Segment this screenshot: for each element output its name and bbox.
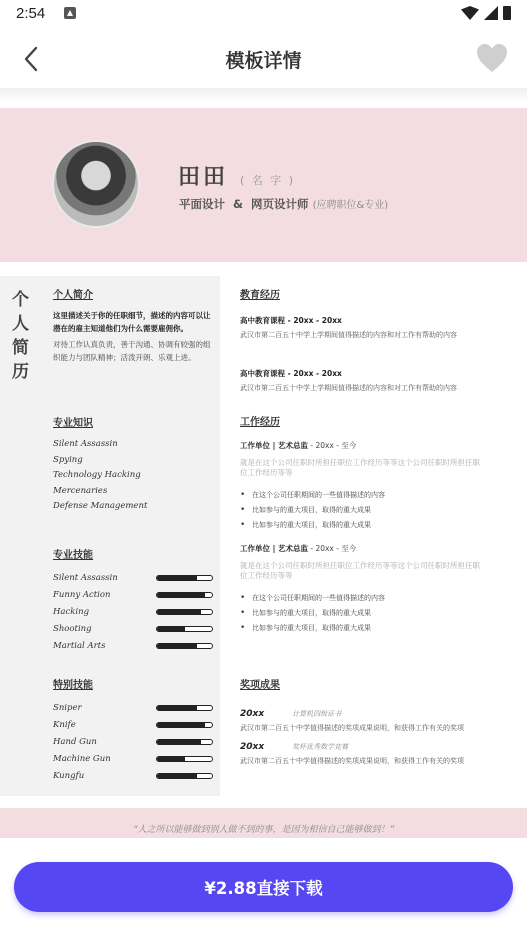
vertical-title-char: 人	[12, 314, 29, 334]
skill-level-fill	[157, 774, 197, 778]
skill-level-fill	[157, 757, 185, 761]
bullet-item: • 在这个公司任职期间的一些值得描述的内容	[240, 591, 480, 606]
knowledge-section	[53, 414, 213, 515]
work-period: - 20xx - 至今	[307, 544, 357, 553]
skill-level-bar	[156, 756, 213, 762]
list-item: Mercenaries	[53, 485, 108, 496]
vertical-title-char: 简	[12, 338, 29, 358]
award-name: 奖杯优秀数学竞赛	[292, 743, 349, 751]
skill-level-bar	[156, 609, 213, 615]
skill-level-fill	[157, 723, 205, 727]
awards-heading: 奖项成果	[240, 680, 280, 691]
intro-section	[53, 286, 213, 364]
skill-name: Sniper	[53, 702, 82, 713]
award-entry	[240, 742, 480, 767]
award-entry	[240, 709, 480, 734]
quote-band	[0, 808, 527, 838]
bullet-item: • 比如参与的重大项目，取得的重大成果	[240, 606, 480, 621]
special-heading: 特别技能	[53, 680, 93, 691]
skill-level-bar	[156, 722, 213, 728]
skill-name: Martial Arts	[53, 640, 106, 651]
list-item: Spying	[53, 454, 83, 465]
heart-icon	[475, 42, 509, 74]
work-desc: 就是在这个公司任职时所担任职位工作经历等等这个公司任职时所担任职位工作经历等等	[240, 458, 480, 477]
list-item: Defense Management	[53, 501, 148, 511]
skill-level-bar	[156, 592, 213, 598]
work-entry	[240, 543, 480, 636]
award-row	[240, 709, 480, 719]
bottom-bar	[0, 838, 527, 938]
award-year: 20xx	[240, 709, 265, 719]
skill-row	[53, 699, 213, 716]
award-name: 计算机四级证书	[292, 710, 342, 718]
work-title-text: 工作单位 | 艺术总监	[240, 544, 308, 553]
work-entry	[240, 440, 480, 533]
skill-name: Hand Gun	[53, 736, 97, 747]
resume-quote: “人之所以能够做到别人做不到的事，是因为相信自己能够做到！”	[132, 825, 395, 835]
education-desc: 武汉市第二百五十中学上学期间值得描述的内容和对工作有帮助的内容	[240, 384, 457, 392]
special-skills-list	[53, 699, 213, 784]
skill-level-fill	[157, 593, 205, 597]
skill-name: Funny Action	[53, 589, 111, 600]
education-heading: 教育经历	[240, 290, 280, 301]
special-skills-section	[53, 676, 213, 784]
skill-row	[53, 767, 213, 784]
page-title: 模板详情	[225, 50, 302, 72]
skill-row	[53, 586, 213, 603]
resume-preview[interactable]	[0, 108, 527, 838]
skill-row	[53, 603, 213, 620]
vertical-title-char: 历	[12, 362, 29, 382]
work-bullets	[240, 591, 480, 636]
skill-level-bar	[156, 643, 213, 649]
position-text: 平面设计 & 网页设计师	[179, 197, 309, 211]
name-note: ( 名 字 )	[240, 174, 296, 187]
skill-level-fill	[157, 627, 185, 631]
skill-row	[53, 716, 213, 733]
education-title: 高中教育课程 - 20xx - 20xx	[240, 316, 342, 325]
skill-level-bar	[156, 773, 213, 779]
education-entry	[240, 315, 480, 341]
bullet-item: • 比如参与的重大项目，取得的重大成果	[240, 503, 480, 518]
skill-level-fill	[157, 644, 197, 648]
skill-name: Shooting	[53, 623, 92, 634]
knowledge-heading: 专业知识	[53, 418, 93, 429]
skill-name: Silent Assassin	[53, 572, 118, 583]
favorite-button[interactable]	[475, 42, 509, 74]
work-period: - 20xx - 至今	[307, 441, 357, 450]
skills-section	[53, 546, 213, 654]
resume-name: 田田	[178, 165, 229, 190]
skill-row	[53, 569, 213, 586]
work-section	[240, 413, 480, 636]
header-divider	[0, 88, 527, 102]
purchase-download-button[interactable]: ¥2.88直接下载	[14, 862, 513, 912]
avatar	[52, 140, 140, 228]
vertical-title	[12, 288, 28, 384]
name-line	[178, 160, 295, 191]
awards-section	[240, 676, 480, 767]
bullet-item: • 在这个公司任职期间的一些值得描述的内容	[240, 488, 480, 503]
award-year: 20xx	[240, 742, 265, 752]
work-desc: 就是在这个公司任职时所担任职位工作经历等等这个公司任职时所担任职位工作经历等等	[240, 561, 480, 580]
skill-name: Knife	[53, 719, 76, 730]
notification-icon	[64, 7, 76, 19]
app-bar	[0, 30, 527, 88]
status-bar	[0, 0, 527, 30]
signal-icon	[484, 6, 498, 20]
list-item: Silent Assassin	[53, 439, 118, 449]
intro-text: 对待工作认真负责，善于沟通、协调有较强的组织能力与团队精神；活泼开朗、乐观上进。	[53, 340, 211, 362]
skill-level-bar	[156, 575, 213, 581]
work-heading: 工作经历	[240, 417, 280, 428]
wifi-icon	[461, 6, 479, 20]
skills-list	[53, 569, 213, 654]
award-desc: 武汉市第二百五十中学值得描述的奖项成果说明，和获得工作有关的奖项	[240, 724, 464, 732]
skill-row	[53, 750, 213, 767]
skills-heading: 专业技能	[53, 550, 93, 561]
intro-bold-text: 这里描述关于你的任职细节，描述的内容可以让潜在的雇主知道他们为什么需要雇佣你。	[53, 311, 211, 333]
bullet-item: • 比如参与的重大项目，取得的重大成果	[240, 621, 480, 636]
work-title-text: 工作单位 | 艺术总监	[240, 441, 308, 450]
resume-sidebar	[0, 276, 220, 796]
work-title	[240, 440, 480, 451]
position-line	[179, 196, 388, 212]
skill-level-fill	[157, 740, 201, 744]
skill-name: Machine Gun	[53, 753, 111, 764]
work-title	[240, 543, 480, 554]
skill-name: Kungfu	[53, 770, 85, 781]
skill-level-fill	[157, 610, 201, 614]
skill-name: Hacking	[53, 606, 90, 617]
skill-level-fill	[157, 576, 197, 580]
education-desc: 武汉市第二百五十中学上学期间值得描述的内容和对工作有帮助的内容	[240, 331, 457, 339]
intro-heading: 个人简介	[53, 290, 93, 301]
work-bullets	[240, 488, 480, 533]
status-time: 2:54	[16, 5, 46, 22]
skill-row	[53, 733, 213, 750]
vertical-title-char: 个	[12, 290, 29, 310]
education-entry	[240, 368, 480, 394]
skill-level-fill	[157, 706, 197, 710]
award-row	[240, 742, 480, 752]
position-note: (应聘职位&专业)	[312, 200, 389, 211]
skill-level-bar	[156, 626, 213, 632]
skill-row	[53, 620, 213, 637]
resume-header	[0, 108, 527, 262]
education-title: 高中教育课程 - 20xx - 20xx	[240, 369, 342, 378]
skill-level-bar	[156, 705, 213, 711]
battery-icon	[503, 6, 511, 20]
award-desc: 武汉市第二百五十中学值得描述的奖项成果说明，和获得工作有关的奖项	[240, 757, 464, 765]
bullet-item: • 比如参与的重大项目，取得的重大成果	[240, 518, 480, 533]
skill-row	[53, 637, 213, 654]
skill-level-bar	[156, 739, 213, 745]
system-icons	[461, 6, 511, 20]
education-section	[240, 286, 480, 394]
list-item: Technology Hacking	[53, 470, 141, 480]
